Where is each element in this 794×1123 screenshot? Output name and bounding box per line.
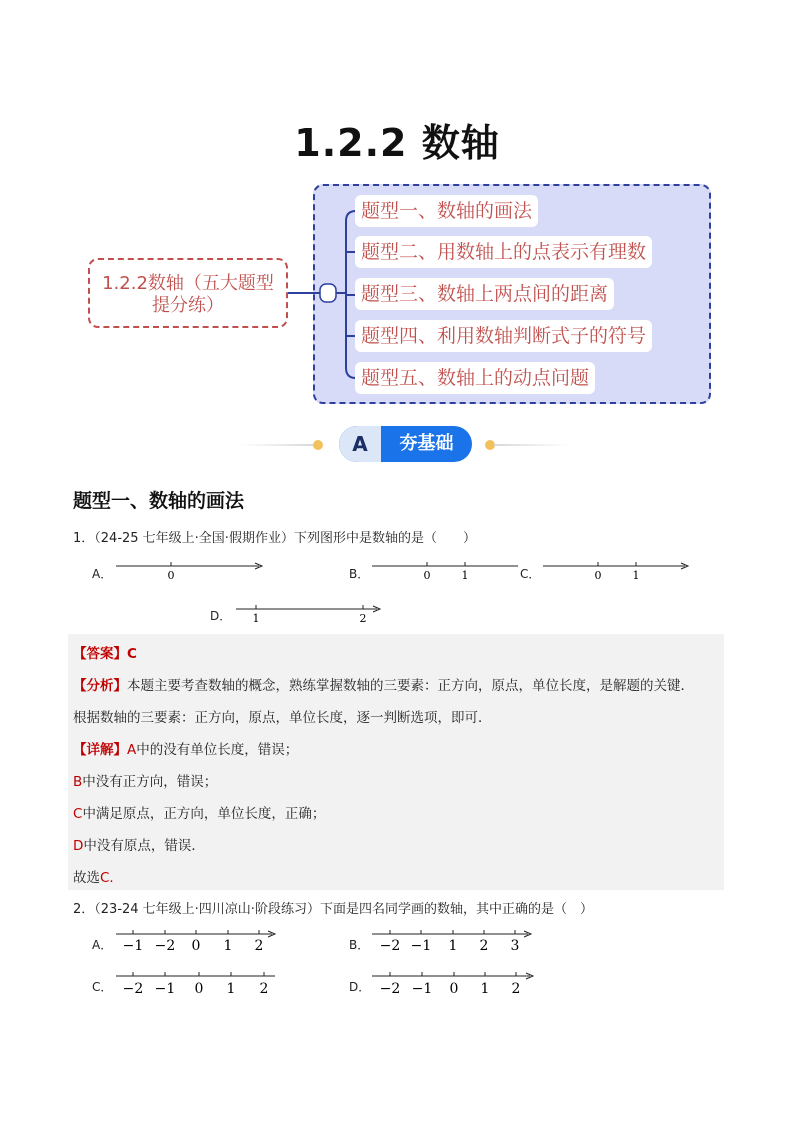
section-name: 夯基础	[399, 433, 454, 454]
mind-map-branch-2: 题型二、用数轴上的点表示有理数	[355, 236, 652, 268]
section-letter: A	[339, 426, 381, 462]
mind-map-root-line-2: 提分练）	[152, 295, 224, 316]
q2-option-c-axis	[116, 972, 275, 997]
q2-c-tick-0: −2	[122, 981, 144, 997]
q2-c-tick-3: 1	[226, 981, 236, 997]
detail-3-text: 中满足原点，正方向，单位长度，正确；	[82, 806, 326, 822]
question-1-stem: 1．（24-25 七年级上·全国·假期作业）下列图形中是数轴的是（ ）	[73, 531, 476, 546]
answer-tag: 【答案】	[73, 646, 127, 662]
analysis-text-1: 本题主要考查数轴的概念，熟练掌握数轴的三要素：正方向，原点，单位长度，是解题的关键．	[127, 678, 694, 694]
mind-map-root-line-1: 1.2.2数轴（五大题型	[102, 273, 274, 294]
q2-b-tick-3: 2	[479, 938, 489, 954]
q1-d-tick-1: 2	[359, 612, 367, 625]
conclusion-value: C．	[100, 870, 123, 886]
q2-b-tick-1: −1	[410, 938, 432, 954]
q2-option-d-axis	[372, 972, 533, 997]
q2-d-tick-2: 0	[449, 981, 459, 997]
q2-a-tick-1: −2	[154, 938, 176, 954]
q1-c-tick-1: 1	[632, 569, 640, 582]
detail-4-text: 中没有原点，错误．	[83, 838, 205, 854]
analysis-line-2: 根据数轴的三要素：正方向，原点，单位长度，逐一判断选项，即可．	[73, 710, 492, 726]
q1-option-b-label: B．	[349, 567, 370, 581]
q2-c-tick-4: 2	[259, 981, 269, 997]
q1-a-tick-0: 0	[167, 569, 175, 582]
mind-map-branch-3: 题型三、数轴上两点间的距离	[355, 278, 614, 310]
q2-d-tick-3: 1	[480, 981, 490, 997]
q1-b-tick-0: 0	[423, 569, 431, 582]
detail-2-letter: B	[73, 774, 83, 790]
q1-option-c-label: C．	[520, 567, 541, 581]
q2-c-tick-1: −1	[154, 981, 176, 997]
detail-3-letter: C	[73, 806, 83, 822]
q2-d-tick-0: −2	[379, 981, 401, 997]
analysis-tag: 【分析】	[73, 678, 127, 694]
q2-a-tick-4: 2	[254, 938, 264, 954]
q2-a-tick-2: 0	[191, 938, 201, 954]
detail-4-letter: D	[73, 838, 84, 854]
detail-1-letter: A	[127, 742, 137, 758]
page-title: 1.2.2 数轴	[294, 121, 500, 165]
q1-c-tick-0: 0	[594, 569, 602, 582]
q2-c-tick-2: 0	[194, 981, 204, 997]
q2-b-tick-4: 3	[510, 938, 520, 954]
answer-value: C	[127, 646, 137, 662]
q1-d-tick-0: 1	[252, 612, 260, 625]
q2-a-tick-0: −1	[122, 938, 144, 954]
topic-heading: 题型一、数轴的画法	[73, 490, 245, 512]
detail-1-text: 中的没有单位长度，错误；	[136, 742, 299, 758]
q2-b-tick-0: −2	[379, 938, 401, 954]
q1-b-tick-1: 1	[461, 569, 469, 582]
q2-option-d-label: D．	[349, 980, 371, 994]
question-2-stem: 2．（23-24 七年级上·四川凉山·阶段练习）下面是四名同学画的数轴，其中正确的是（ ）	[73, 902, 593, 917]
detail-2-text: 中没有正方向，错误；	[82, 774, 218, 790]
mind-map-branch-1: 题型一、数轴的画法	[355, 195, 538, 227]
q2-d-tick-1: −1	[411, 981, 433, 997]
q2-d-tick-4: 2	[511, 981, 521, 997]
q2-option-a-label: A．	[92, 938, 113, 952]
q2-option-b-axis	[372, 930, 531, 954]
q2-a-tick-3: 1	[223, 938, 233, 954]
q2-b-tick-2: 1	[448, 938, 458, 954]
q2-option-c-label: C．	[92, 980, 113, 994]
detail-tag: 【详解】	[73, 742, 127, 758]
conclusion-text: 故选	[73, 870, 100, 886]
mind-map-branch-4: 题型四、利用数轴判断式子的符号	[355, 320, 652, 352]
q1-option-d-label: D．	[210, 609, 232, 623]
mind-map-branch-5: 题型五、数轴上的动点问题	[355, 362, 595, 394]
q2-option-a-axis	[116, 930, 275, 954]
q2-option-b-label: B．	[349, 938, 370, 952]
q1-option-a-label: A．	[92, 567, 113, 581]
